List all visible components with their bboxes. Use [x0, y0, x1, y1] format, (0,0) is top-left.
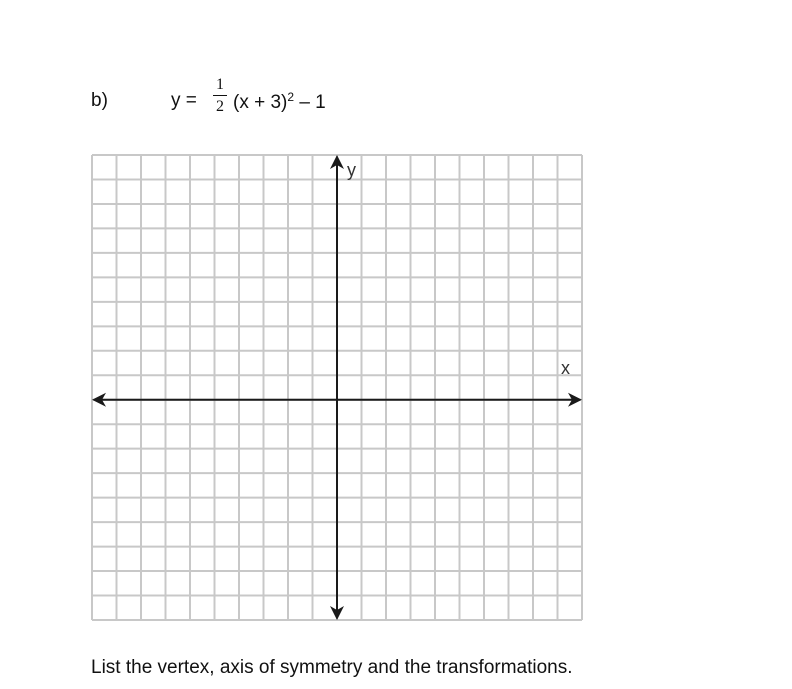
equation-fraction: [213, 76, 227, 116]
fraction-denominator: 2: [216, 98, 224, 115]
equation-rhs: [233, 90, 326, 114]
problem-label: b): [91, 90, 108, 111]
rhs-exponent: 2: [287, 90, 295, 104]
y-axis-label: y: [347, 160, 356, 180]
coordinate-grid: [89, 152, 585, 624]
equation-lhs: y =: [171, 90, 197, 111]
rhs-base: (x + 3): [233, 92, 288, 113]
instruction-text: List the vertex, axis of symmetry and the transformations.: [91, 657, 573, 678]
rhs-tail: – 1: [294, 92, 326, 113]
x-axis-label: x: [561, 358, 570, 378]
fraction-bar: [213, 95, 227, 96]
fraction-numerator: 1: [216, 76, 224, 93]
problem-equation: [91, 78, 491, 128]
